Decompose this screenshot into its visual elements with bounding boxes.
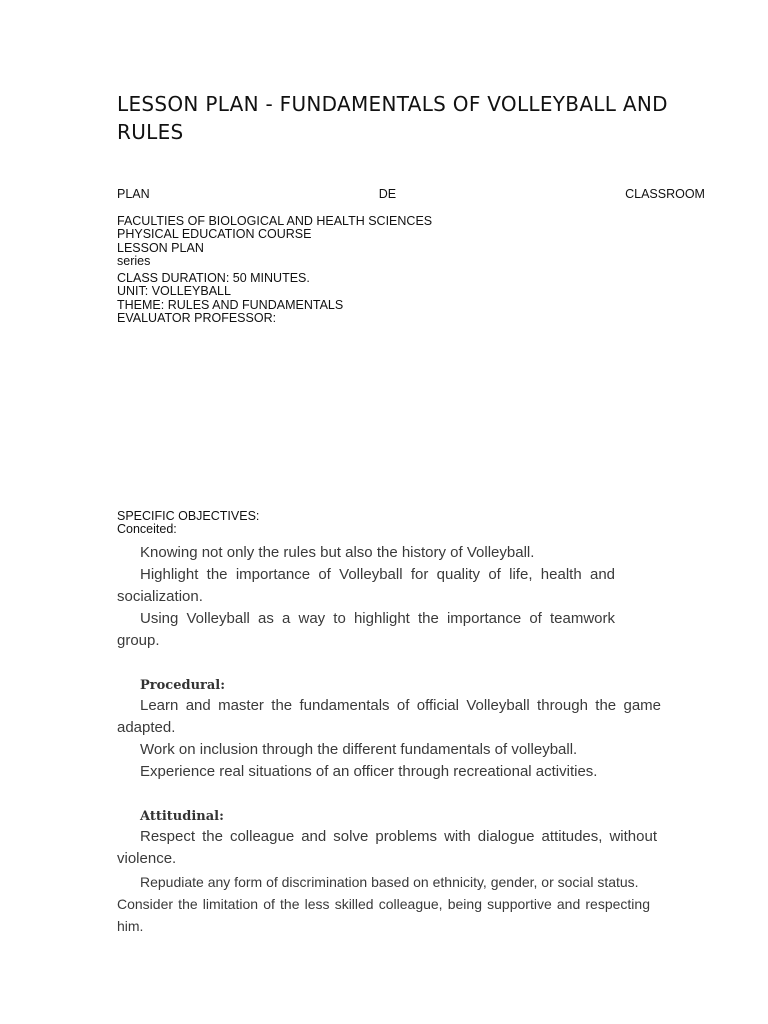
attitudinal-item: Repudiate any form of discrimination based on ethnicity, gender, or social status. xyxy=(140,874,639,890)
procedural-item: Learn and master the fundamentals of official Volleyball through the game adapted. xyxy=(117,697,661,737)
objectives-heading: SPECIFIC OBJECTIVES: xyxy=(117,509,260,523)
attitudinal-item: Respect the colleague and solve problems with dialogue attitudes, without violence. xyxy=(117,828,657,868)
institution-info xyxy=(117,215,677,268)
lesson-plan-line: LESSON PLAN xyxy=(117,240,204,255)
conceptual-item: Using Volleyball as a way to highlight the importance of teamwork group. xyxy=(117,610,615,650)
document-title: LESSON PLAN - FUNDAMENTALS OF VOLLEYBALL AND RULES xyxy=(117,92,668,144)
duration-line: CLASS DURATION: 50 MINUTES. xyxy=(117,271,310,285)
class-info xyxy=(117,272,677,325)
course-line: PHYSICAL EDUCATION COURSE xyxy=(117,227,312,242)
evaluator-line: EVALUATOR PROFESSOR: xyxy=(117,310,277,325)
procedural-item: Experience real situations of an officer through recreational activities. xyxy=(140,763,598,780)
series-line: series xyxy=(117,253,151,268)
procedural-heading: Procedural: xyxy=(140,678,226,693)
attitudinal-heading: Attitudinal: xyxy=(140,809,224,824)
theme-line: THEME: RULES AND FUNDAMENTALS xyxy=(117,297,344,312)
plan-header-row xyxy=(117,187,705,202)
faculty-line: FACULTIES OF BIOLOGICAL AND HEALTH SCIENCES xyxy=(117,214,433,228)
attitudinal-item: Consider the limitation of the less skilled colleague, being supportive and respecting him. xyxy=(117,896,650,934)
unit-line: UNIT: VOLLEYBALL xyxy=(117,284,231,299)
procedural-item: Work on inclusion through the different fundamentals of volleyball. xyxy=(140,741,578,758)
objectives-heading-block xyxy=(117,510,677,537)
de-word: DE xyxy=(378,187,397,201)
plan-word: PLAN xyxy=(117,187,150,201)
conceptual-item: Highlight the importance of Volleyball for quality of life, health and socialization. xyxy=(117,566,615,606)
classroom-word: CLASSROOM xyxy=(625,187,705,201)
conceptual-item: Knowing not only the rules but also the history of Volleyball. xyxy=(140,544,535,561)
conceptual-label: Conceited: xyxy=(117,522,177,537)
